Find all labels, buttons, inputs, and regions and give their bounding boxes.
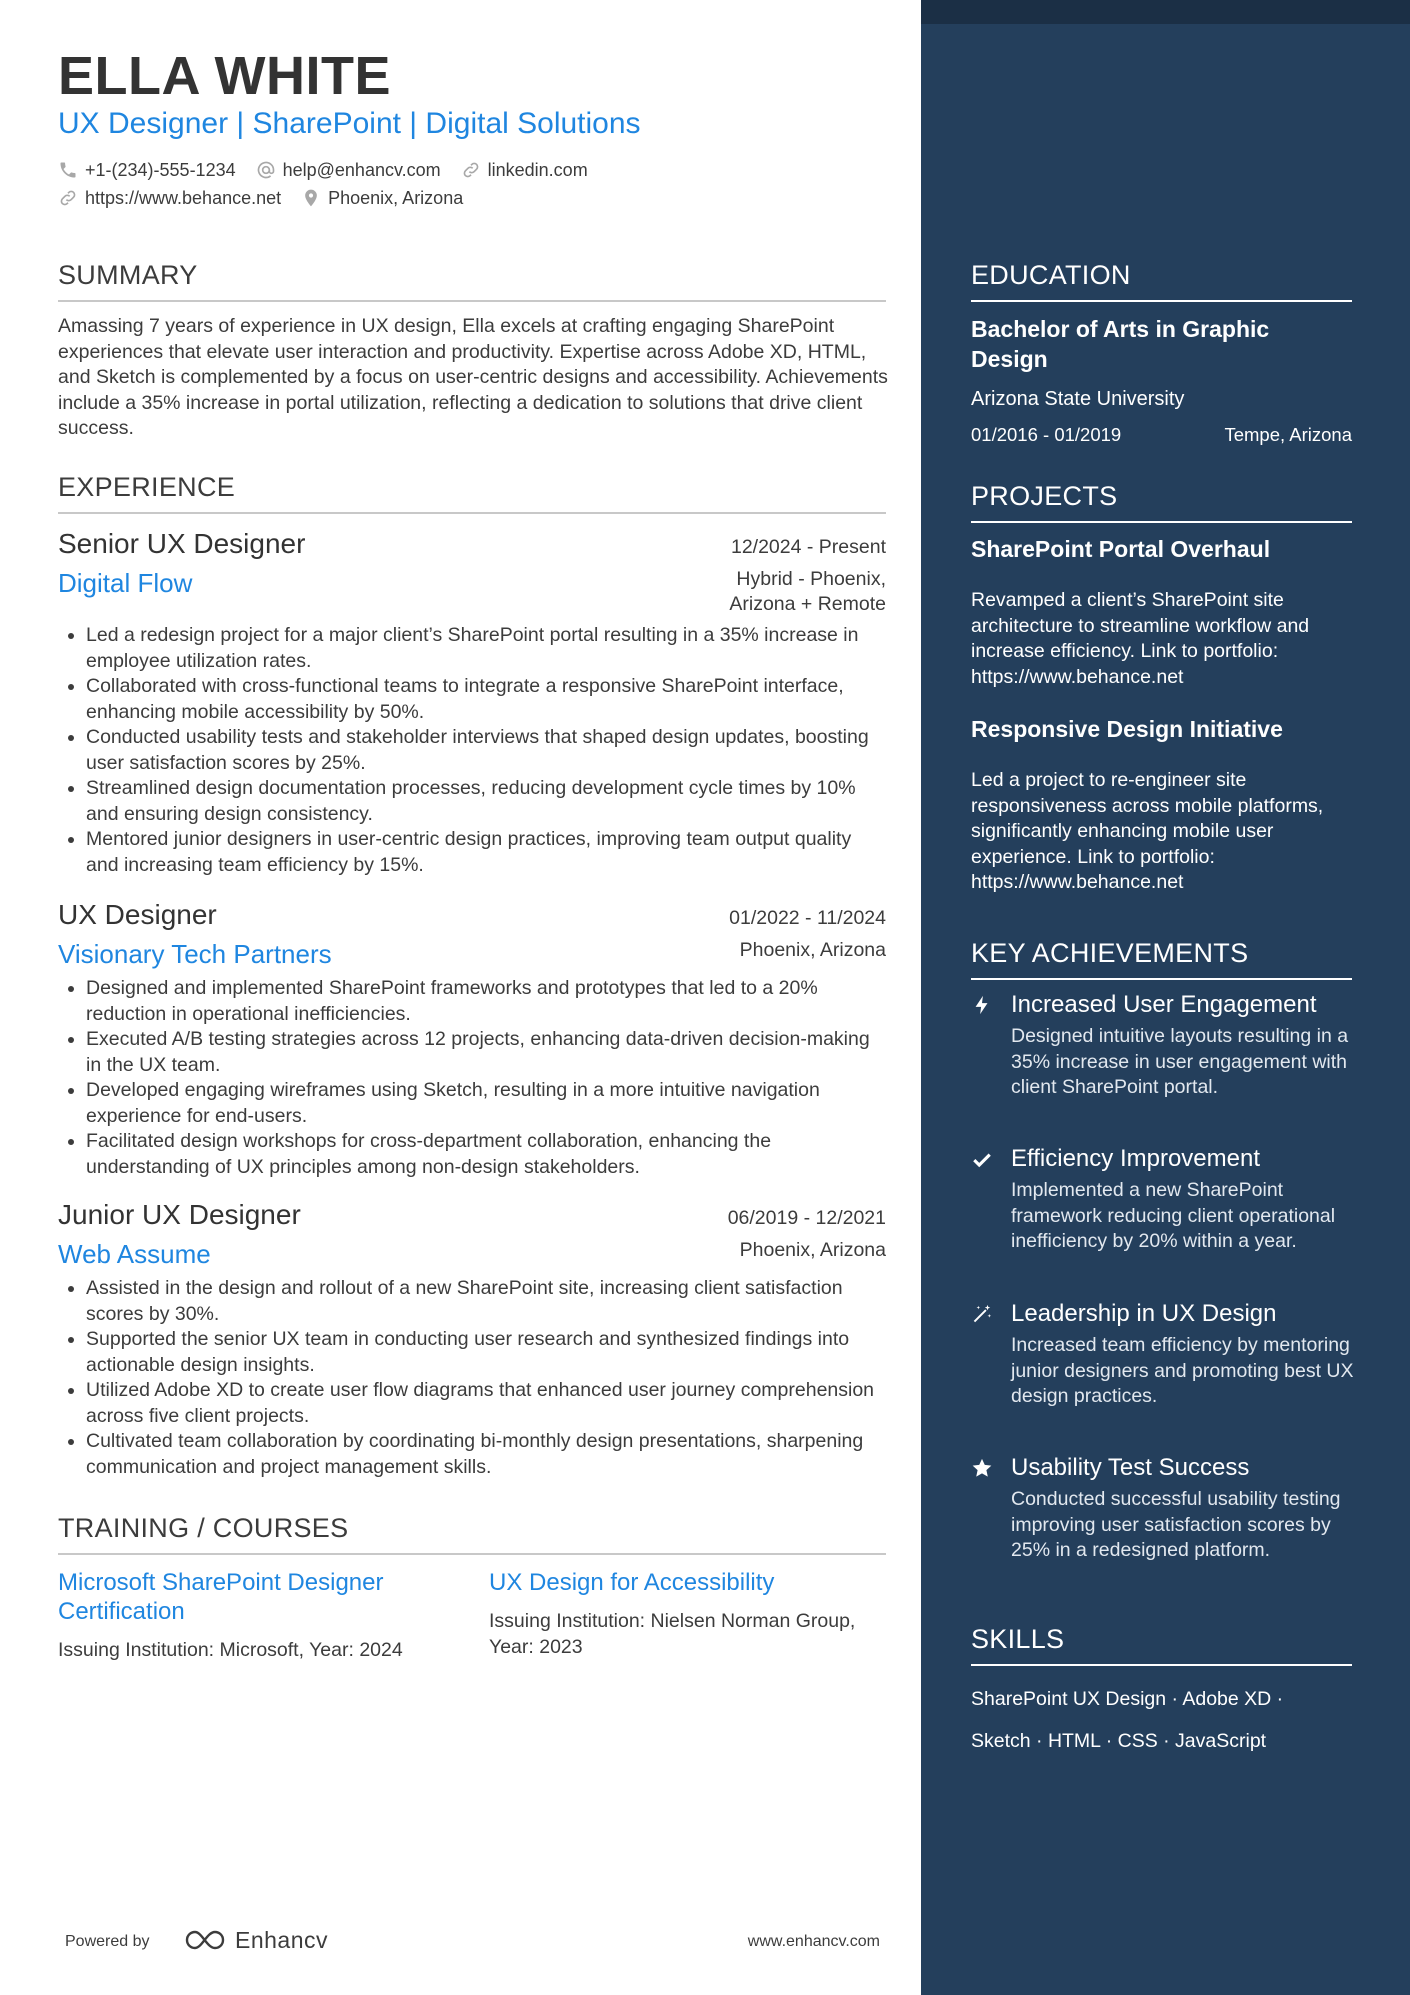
bullet-item: • Designed and implemented SharePoint frameworks and prototypes that led to a 20% reduction in operational inefficiencies.: [86, 976, 886, 1027]
course-entry-2: [489, 1568, 869, 1660]
sidebar-column: [921, 0, 1410, 1995]
achievement-header: [971, 1453, 1371, 1483]
link-icon: [461, 160, 481, 180]
achievement-title: Usability Test Success: [1011, 1454, 1250, 1481]
candidate-role: UX Designer | SharePoint | Digital Solutions: [58, 107, 641, 140]
job-subheader: [58, 938, 886, 970]
achievement-desc: Increased team efficiency by mentoring junior designers and promoting best UX design practices.: [1011, 1334, 1354, 1407]
contact-email[interactable]: [256, 160, 441, 181]
contact-linkedin[interactable]: [461, 160, 588, 181]
achievement-entry-2: [971, 1144, 1371, 1255]
powered-by-text: Powered by: [65, 1933, 150, 1950]
degree: Bachelor of Arts in Graphic Design: [971, 316, 1270, 372]
job-title: Junior UX Designer: [58, 1199, 301, 1230]
bullet-item: • Mentored junior designers in user-centric design practices, improving team output quality and increasing team efficiency by 15%.: [86, 827, 886, 878]
phone-icon: [58, 160, 78, 180]
job-bullets: [58, 623, 886, 878]
contact-row-2: [58, 184, 878, 212]
job-entry-1: [58, 527, 886, 878]
job-bullets: [58, 976, 886, 1180]
experience-heading: EXPERIENCE: [58, 470, 886, 514]
sidebar-top-bar: [921, 0, 1410, 24]
bullet-item: • Led a redesign project for a major client’s SharePoint portal resulting in a 35% increase in employee utilization rates.: [86, 623, 886, 674]
job-subheader: [58, 567, 886, 617]
achievement-title: Leadership in UX Design: [1011, 1300, 1277, 1327]
bullet-item: • Developed engaging wireframes using Sketch, resulting in a more intuitive navigation experience for end-users.: [86, 1078, 886, 1129]
job-entry-2: [58, 898, 886, 1180]
achievement-title: Efficiency Improvement: [1011, 1145, 1260, 1172]
achievement-desc: Conducted successful usability testing improving user satisfaction scores by 25% in a redesigned platform.: [1011, 1488, 1341, 1561]
bullet-item: • Cultivated team collaboration by coordinating bi-monthly design presentations, sharpening communication and project management skills.: [86, 1429, 886, 1480]
magic-wand-icon: [971, 1301, 1001, 1327]
bullet-item: • Facilitated design workshops for cross-department collaboration, enhancing the understanding of UX principles among non-design stakeholders.: [86, 1129, 886, 1180]
job-location: Phoenix, Arizona: [739, 939, 886, 961]
course-title: UX Design for Accessibility: [489, 1569, 775, 1596]
star-icon: [971, 1455, 1001, 1481]
job-location: Hybrid - Phoenix, Arizona + Remote: [729, 568, 886, 615]
achievement-header: [971, 1144, 1371, 1174]
course-desc: Issuing Institution: Microsoft, Year: 2024: [58, 1639, 403, 1661]
job-header: [58, 527, 886, 561]
bullet-item: • Utilized Adobe XD to create user flow diagrams that enhanced user journey comprehension across five client projects.: [86, 1378, 886, 1429]
contact-phone[interactable]: [58, 160, 236, 181]
education-dates: 01/2016 - 01/2019: [971, 424, 1122, 445]
achievements-heading: KEY ACHIEVEMENTS: [971, 936, 1352, 980]
project-entry-2: [971, 714, 1352, 896]
candidate-name: ELLA WHITE: [58, 46, 391, 106]
linkedin-text: linkedin.com: [487, 159, 588, 180]
enhancv-logo[interactable]: [183, 1925, 328, 1955]
website-text: https://www.behance.net: [85, 187, 282, 208]
job-dates: 12/2024 - Present: [730, 536, 886, 558]
skills-line-1: SharePoint UX Design · Adobe XD ·: [971, 1688, 1284, 1710]
job-header: [58, 898, 886, 932]
company-name: Digital Flow: [58, 568, 193, 598]
footer: [65, 1925, 880, 1959]
skills-line-2: Sketch · HTML · CSS · JavaScript: [971, 1730, 1267, 1752]
course-title: Microsoft SharePoint Designer Certification: [58, 1569, 384, 1625]
achievement-desc: Implemented a new SharePoint framework reducing client operational inefficiency by 20% within a year.: [1011, 1179, 1336, 1252]
lightning-icon: [971, 992, 1001, 1018]
phone-text: +1-(234)-555-1234: [85, 159, 236, 180]
bullet-item: • Assisted in the design and rollout of a new SharePoint site, increasing client satisfaction scores by 30%.: [86, 1276, 886, 1327]
contact-info: [58, 156, 878, 212]
summary-heading: SUMMARY: [58, 258, 886, 302]
course-entry-1: [58, 1568, 438, 1664]
education-location: Tempe, Arizona: [1224, 424, 1352, 445]
skills-heading: SKILLS: [971, 1622, 1352, 1666]
location-pin-icon: [301, 188, 321, 208]
achievement-title: Increased User Engagement: [1011, 991, 1317, 1018]
job-dates: 06/2019 - 12/2021: [727, 1207, 886, 1229]
company-name: Web Assume: [58, 1239, 211, 1269]
project-title: SharePoint Portal Overhaul: [971, 536, 1271, 562]
achievement-entry-1: [971, 990, 1371, 1101]
education-heading: EDUCATION: [971, 258, 1352, 302]
link-icon: [58, 188, 78, 208]
checkmark-icon: [971, 1146, 1001, 1172]
training-heading: TRAINING / COURSES: [58, 1511, 886, 1555]
project-entry-1: [971, 534, 1352, 690]
achievement-header: [971, 990, 1371, 1020]
job-entry-3: [58, 1198, 886, 1480]
bullet-item: • Streamlined design documentation processes, reducing development cycle times by 10% and ensuring design consistency.: [86, 776, 886, 827]
school: Arizona State University: [971, 388, 1185, 410]
project-title: Responsive Design Initiative: [971, 716, 1283, 742]
skills-list: [971, 1678, 1352, 1762]
contact-location: [301, 188, 463, 209]
job-subheader: [58, 1238, 886, 1270]
achievement-entry-4: [971, 1453, 1371, 1564]
job-title: Senior UX Designer: [58, 528, 306, 559]
project-desc: Revamped a client’s SharePoint site architecture to streamline workflow and increase efficiency. Link to portfolio: https://www.behance.net: [971, 589, 1310, 688]
footer-url[interactable]: www.enhancv.com: [747, 1933, 880, 1950]
bullet-item: • Conducted usability tests and stakeholder interviews that shaped design updates, boosting user satisfaction scores by 25%.: [86, 725, 886, 776]
education-meta: [971, 424, 1352, 446]
summary-text: Amassing 7 years of experience in UX design, Ella excels at crafting engaging SharePoint experiences that elevate user interaction and productivity. Expertise across Adobe XD, HTML, and Sketch is complemented by a focus on user-centric designs and accessibility. Achievements include a 35% increase in portal utilization, reflecting a dedication to solutions that drive client success.: [58, 315, 888, 439]
enhancv-brand-text: Enhancv: [235, 1926, 329, 1953]
job-header: [58, 1198, 886, 1232]
email-text: help@enhancv.com: [282, 159, 441, 180]
course-desc: Issuing Institution: Nielsen Norman Group, Year: 2023: [489, 1610, 856, 1658]
achievement-desc: Designed intuitive layouts resulting in a 35% increase in user engagement with client SharePoint portal.: [1011, 1025, 1349, 1098]
education-entry: [971, 314, 1352, 446]
contact-row-1: [58, 156, 878, 184]
bullet-item: • Supported the senior UX team in conducting user research and synthesized findings into actionable design insights.: [86, 1327, 886, 1378]
at-icon: [256, 160, 276, 180]
achievement-header: [971, 1299, 1371, 1329]
job-dates: 01/2022 - 11/2024: [729, 907, 886, 929]
project-desc: Led a project to re-engineer site responsiveness across mobile platforms, significantly enhancing mobile user experience. Link to portfolio: https://www.behance.net: [971, 769, 1324, 893]
bullet-item: • Collaborated with cross-functional teams to integrate a responsive SharePoint interface, enhancing mobile accessibility by 50%.: [86, 674, 886, 725]
company-name: Visionary Tech Partners: [58, 939, 332, 969]
location-text: Phoenix, Arizona: [328, 187, 464, 208]
infinity-logo-icon: [183, 1925, 231, 1955]
achievement-entry-3: [971, 1299, 1371, 1410]
projects-heading: PROJECTS: [971, 479, 1352, 523]
job-bullets: [58, 1276, 886, 1480]
contact-website[interactable]: [58, 188, 281, 209]
job-location: Phoenix, Arizona: [739, 1239, 886, 1261]
bullet-item: • Executed A/B testing strategies across 12 projects, enhancing data-driven decision-making in the UX team.: [86, 1027, 886, 1078]
job-title: UX Designer: [58, 899, 217, 930]
